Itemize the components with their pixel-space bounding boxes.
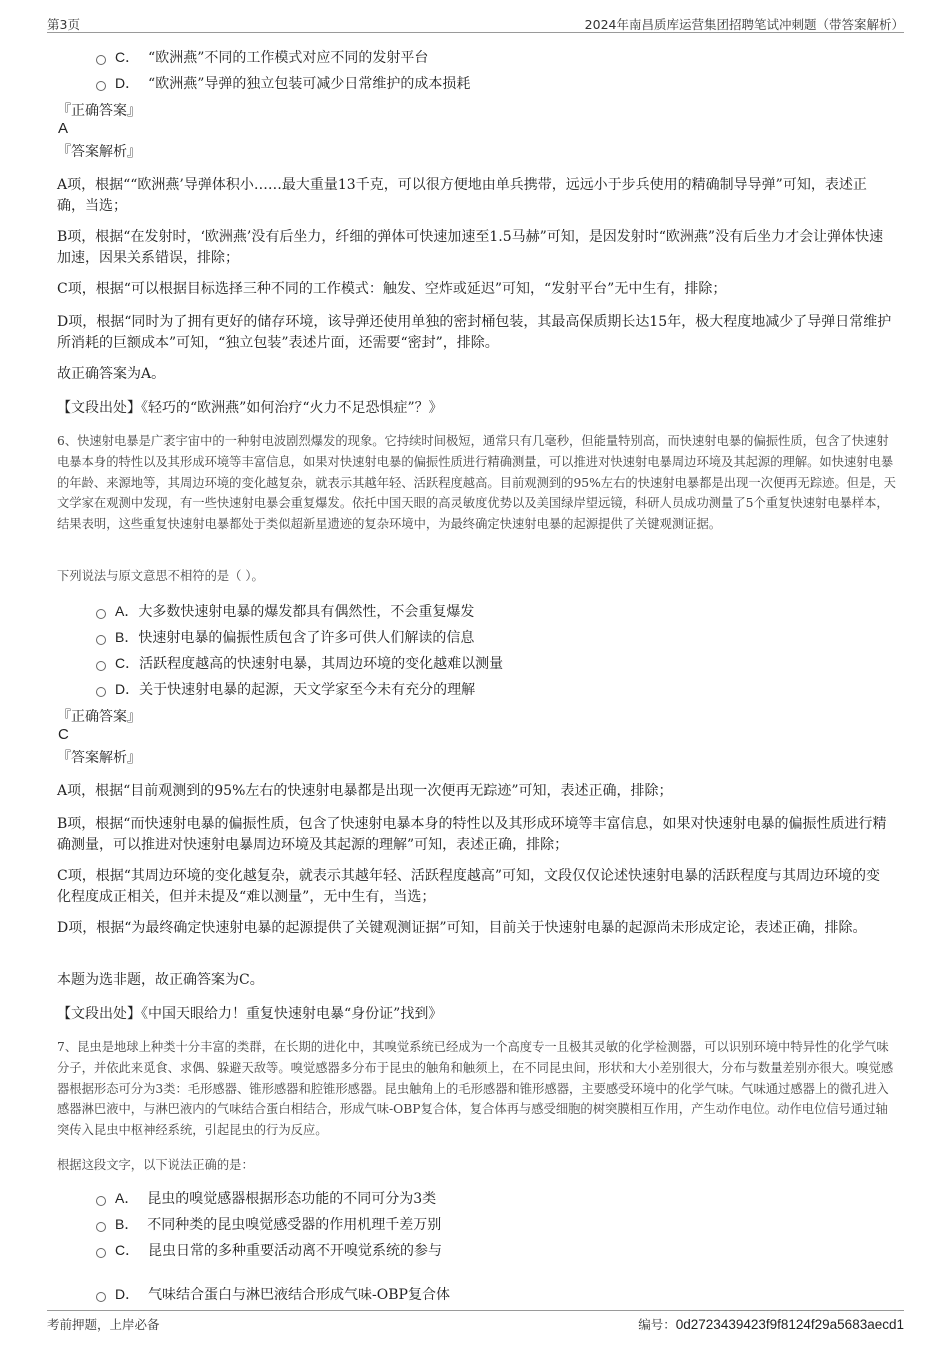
q6-option-a[interactable]: A．大多数快速射电暴的爆发都具有偶然性，不会重复爆发 bbox=[96, 601, 474, 621]
q6-analysis-c: C项，根据“其周边环境的变化越复杂，就表示其越年轻、活跃程度越高”可知，文段仅仅论述快速射电暴的活跃程度与其周边环境的变化程度成正相关，但并未提及“难以测量”，无中生有，当选； bbox=[57, 868, 881, 905]
document-title: 2024年南昌质库运营集团招聘笔试冲刺题（带答案解析） bbox=[584, 17, 904, 32]
analysis-label: 『答案解析』 bbox=[57, 144, 141, 160]
q6-passage: 6、快速射电暴是广袤宇宙中的一种射电波剧烈爆发的现象。它持续时间极短，通常只有几毫秒，但能量特别高，而快速射电暴的偏振性质，包含了快速射电暴本身的特性以及其形成环境等丰富信息，如果对快速射电暴的偏振性质进行精确测量，可以推进对快速射电暴周边环境及其起源的理解。如快速射电暴的年龄、来源地等，其周边环境的变化越复杂，就表示其越年轻、活跃程度越高。目前观测到的95%左右的快速射电暴都是出现一次便再无踪迹。但是，天文学家在观测中发现，有一些快速射电暴会重复爆发。依托中国天眼的高灵敏度优势以及美国绿岸望远镜，科研人员成功测量了5个重复快速射电暴样本，结果表明，这些重复快速射电暴都处于类似超新星遗迹的复杂环境中，为最终确定快速射电暴的起源提供了关键观测证据。 bbox=[57, 434, 896, 532]
q7-stem: 根据这段文字，以下说法正确的是： bbox=[57, 1158, 254, 1172]
radio-icon[interactable] bbox=[96, 81, 106, 91]
q5-analysis-d: D项，根据“同时为了拥有更好的储存环境，该导弹还使用单独的密封桶包装，其最高保质期长达15年，极大程度地减少了导弹日常维护所消耗的巨额成本”可知，“独立包装”表述片面，还需要“密封”，排除。 bbox=[57, 314, 892, 351]
q7-option-a[interactable]: A． 昆虫的嗅觉感器根据形态功能的不同可分为3类 bbox=[96, 1188, 436, 1208]
analysis-label: 『答案解析』 bbox=[57, 750, 141, 766]
q6-stem: 下列说法与原文意思不相符的是（ ）。 bbox=[57, 569, 264, 583]
q6-option-b[interactable]: B．快速射电暴的偏振性质包含了许多可供人们解读的信息 bbox=[96, 627, 474, 647]
radio-icon[interactable] bbox=[96, 1196, 106, 1206]
q5-source: 【文段出处】《轻巧的“欧洲燕”如何治疗“火力不足恐惧症”？》 bbox=[57, 400, 443, 416]
radio-icon[interactable] bbox=[96, 687, 106, 697]
footer-motto: 考前押题，上岸必备 bbox=[47, 1317, 160, 1332]
page-number: 第3页 bbox=[47, 17, 80, 32]
q5-option-c[interactable]: C． “欧洲燕”不同的工作模式对应不同的发射平台 bbox=[96, 47, 428, 67]
page-header bbox=[47, 12, 904, 33]
q7-option-b[interactable]: B． 不同种类的昆虫嗅觉感受器的作用机理千差万别 bbox=[96, 1214, 441, 1234]
q5-conclusion: 故正确答案为A。 bbox=[57, 366, 166, 382]
q5-answer: A bbox=[58, 120, 69, 137]
page-footer bbox=[47, 1310, 904, 1331]
radio-icon[interactable] bbox=[96, 609, 106, 619]
q6-analysis-d: D项，根据“为最终确定快速射电暴的起源提供了关键观测证据”可知，目前关于快速射电暴的起源尚未形成定论，表述正确，排除。 bbox=[57, 920, 867, 936]
radio-icon[interactable] bbox=[96, 55, 106, 65]
q7-option-c[interactable]: C． 昆虫日常的多种重要活动离不开嗅觉系统的参与 bbox=[96, 1240, 442, 1260]
radio-icon[interactable] bbox=[96, 1248, 106, 1258]
radio-icon[interactable] bbox=[96, 1292, 106, 1302]
q6-analysis-a: A项，根据“目前观测到的95%左右的快速射电暴都是出现一次便再无踪迹”可知，表述正确，排除； bbox=[57, 783, 673, 799]
q5-analysis-b: B项，根据“在发射时，‘欧洲燕’没有后坐力，纤细的弹体可快速加速至1.5马赫”可知，是因发射时“欧洲燕”没有后坐力才会让弹体快速加速，因果关系错误，排除； bbox=[57, 229, 884, 266]
q6-conclusion: 本题为选非题，故正确答案为C。 bbox=[57, 972, 264, 988]
q6-option-c[interactable]: C．活跃程度越高的快速射电暴，其周边环境的变化越难以测量 bbox=[96, 653, 503, 673]
correct-answer-label: 『正确答案』 bbox=[57, 709, 141, 725]
q7-passage: 7、昆虫是地球上种类十分丰富的类群，在长期的进化中，其嗅觉系统已经成为一个高度专一且极其灵敏的化学检测器，可以识别环境中特异性的化学气味分子，并依此来觅食、求偶、躲避天敌等。嗅觉感器多分布于昆虫的触角和触须上，在不同昆虫间，形状和大小差别很大，分布与数量差别亦很大。嗅觉感器根据形态可分为3类：毛形感器、锥形感器和腔锥形感器。昆虫触角上的毛形感器和锥形感器，主要感受环境中的化学气味。气味通过感器上的微孔进入感器淋巴液中，与淋巴液内的气味结合蛋白相结合，形成气味-OBP复合体，复合体再与感受细胞的树突膜相互作用，产生动作电位。动作电位信号通过轴突传入昆虫中枢神经系统，引起昆虫的行为反应。 bbox=[57, 1040, 894, 1138]
radio-icon[interactable] bbox=[96, 635, 106, 645]
q5-analysis-c: C项，根据“可以根据目标选择三种不同的工作模式：触发、空炸或延迟”可知，“发射平台”无中生有，排除； bbox=[57, 281, 727, 297]
q6-analysis-b: B项，根据“而快速射电暴的偏振性质，包含了快速射电暴本身的特性以及其形成环境等丰富信息，如果对快速射电暴的偏振性质进行精确测量，可以推进对快速射电暴周边环境及其起源的理解”可知，表述正确，排除； bbox=[57, 816, 887, 853]
q6-option-d[interactable]: D．关于快速射电暴的起源，天文学家至今未有充分的理解 bbox=[96, 679, 475, 699]
correct-answer-label: 『正确答案』 bbox=[57, 103, 141, 119]
q5-option-d[interactable]: D． “欧洲燕”导弹的独立包装可减少日常维护的成本损耗 bbox=[96, 73, 470, 93]
document-code: 编号：0d2723439423f9f8124f29a5683aecd1 bbox=[638, 1317, 904, 1332]
q5-analysis-a: A项，根据““欧洲燕’导弹体积小……最大重量13千克，可以很方便地由单兵携带，远远小于步兵使用的精确制导导弹”可知，表述正确，当选； bbox=[57, 177, 867, 214]
radio-icon[interactable] bbox=[96, 1222, 106, 1232]
q7-option-d[interactable]: D． 气味结合蛋白与淋巴液结合形成气味-OBP复合体 bbox=[96, 1284, 450, 1304]
radio-icon[interactable] bbox=[96, 661, 106, 671]
q6-source: 【文段出处】《中国天眼给力！重复快速射电暴“身份证”找到》 bbox=[57, 1006, 443, 1022]
q6-answer: C bbox=[58, 726, 69, 743]
